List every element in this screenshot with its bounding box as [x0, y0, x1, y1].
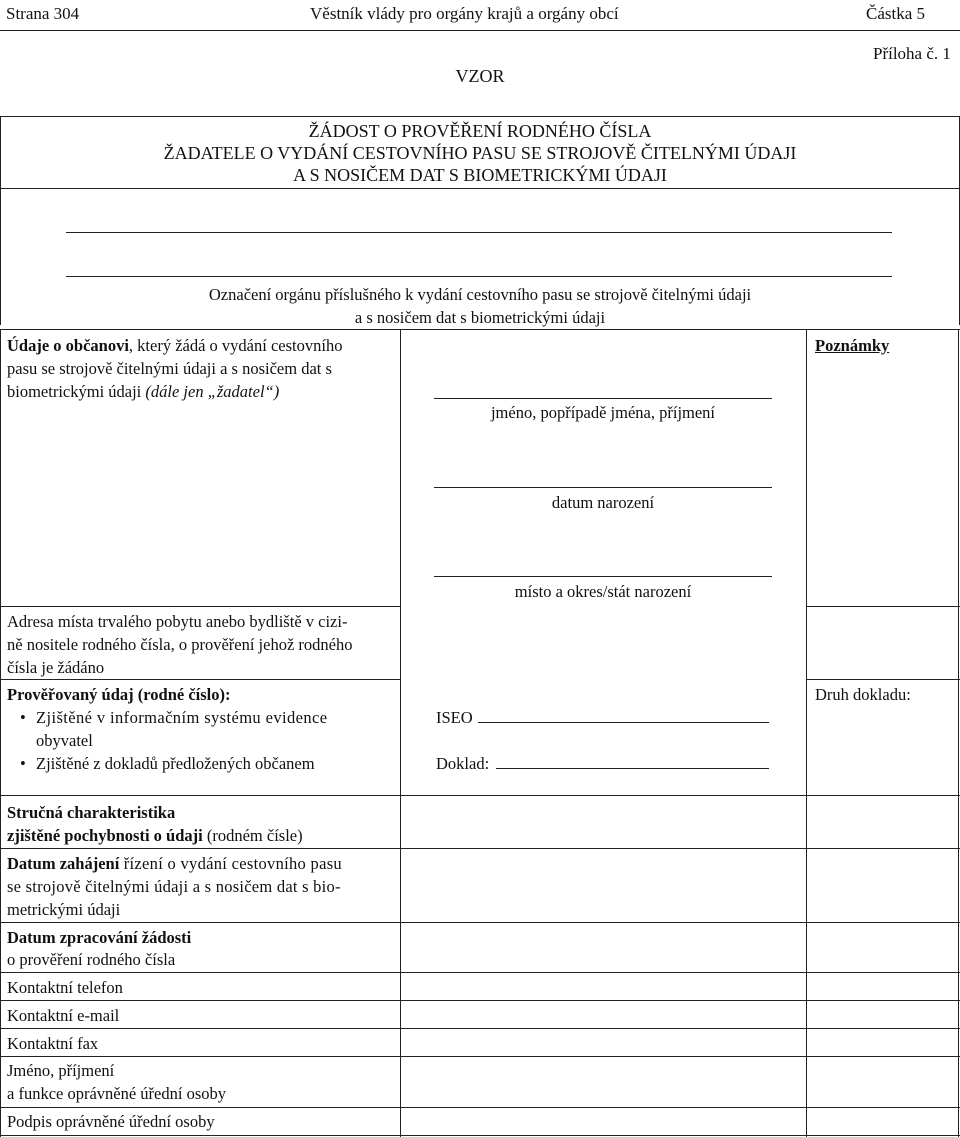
bullet-icon: •: [20, 708, 26, 727]
doklad-label: Doklad:: [436, 754, 490, 773]
part-number: Částka 5: [866, 4, 926, 23]
address-label-3: čísla je žádáno: [7, 658, 105, 677]
address-label-2: ně nositele rodného čísla, o prověření jehož rodného: [7, 635, 353, 654]
row-email: Kontaktní e-mail: [7, 1006, 120, 1025]
name-field[interactable]: [434, 398, 772, 399]
grid-line: [0, 1107, 960, 1108]
verified-option-docs: Zjištěné z dokladů předložených občanem: [36, 754, 315, 773]
doklad-field[interactable]: [496, 768, 769, 769]
row-start-date: Datum zahájení řízení o vydání cestovního pasu: [7, 854, 342, 873]
row-signature: Podpis oprávněné úřední osoby: [7, 1112, 215, 1131]
title-line-2: ŽADATELE O VYDÁNÍ CESTOVNÍHO PASU SE STROJOVĚ ČITELNÝMI ÚDAJI: [163, 143, 797, 163]
row-phone: Kontaktní telefon: [7, 978, 123, 997]
journal-title: Věstník vlády pro orgány krajů a orgány obcí: [310, 4, 619, 23]
grid-line: [0, 1056, 960, 1057]
grid-line: [0, 329, 960, 330]
applicant-label: Údaje o občanovi, který žádá o vydání cestovního: [7, 336, 343, 355]
authority-line-2[interactable]: [66, 276, 892, 277]
dob-field[interactable]: [434, 487, 772, 488]
row-official-name-2: a funkce oprávněné úřední osoby: [7, 1084, 227, 1103]
address-label-1: Adresa místa trvalého pobytu anebo bydliště v cizi-: [7, 612, 348, 631]
grid-line: [806, 679, 960, 680]
notes-label: Poznámky: [815, 336, 890, 355]
row-processing-date: Datum zpracování žádosti: [7, 928, 192, 947]
grid-line: [0, 848, 960, 849]
iseo-field[interactable]: [478, 722, 769, 723]
page-number: Strana 304: [6, 4, 80, 23]
grid-line: [0, 922, 960, 923]
row-doubt-title: Stručná charakteristika: [7, 803, 176, 822]
grid-line: [0, 972, 960, 973]
row-start-date-3: metrickými údaji: [7, 900, 121, 919]
name-caption: jméno, popřípadě jména, příjmení: [490, 403, 716, 422]
title-divider: [0, 188, 960, 189]
pob-field[interactable]: [434, 576, 772, 577]
dob-caption: datum narození: [551, 493, 655, 512]
grid-line: [0, 1135, 960, 1136]
authority-caption-2: a s nosičem dat s biometrickými údaji: [354, 308, 606, 327]
verified-option-iseo: Zjištěné v informačním systému evidence: [36, 708, 328, 727]
verified-title: Prověřovaný údaj (rodné číslo):: [7, 685, 231, 704]
pob-caption: místo a okres/stát narození: [514, 582, 692, 601]
bullet-icon: •: [20, 754, 26, 773]
doc-type-label: Druh dokladu:: [815, 685, 911, 704]
grid-line: [0, 1028, 960, 1029]
annex-label: Příloha č. 1: [873, 44, 951, 63]
grid-line: [0, 679, 400, 680]
title-line-1: ŽÁDOST O PROVĚŘENÍ RODNÉHO ČÍSLA: [308, 121, 652, 141]
grid-line: [806, 606, 960, 607]
verified-option-iseo-2: obyvatel: [36, 731, 93, 750]
grid-line: [0, 606, 400, 607]
authority-line-1[interactable]: [66, 232, 892, 233]
row-start-date-2: se strojově čitelnými údaji a s nosičem dat s bio-: [7, 877, 341, 896]
grid-line: [0, 1000, 960, 1001]
iseo-label: ISEO: [436, 708, 473, 727]
grid-line: [0, 329, 1, 1137]
applicant-label-2: pasu se strojově čitelnými údaji a s nosičem dat s: [7, 359, 332, 378]
row-doubt-detail: zjištěné pochybnosti o údaji (rodném čísle): [7, 826, 303, 845]
row-fax: Kontaktní fax: [7, 1034, 99, 1053]
row-official-name: Jméno, příjmení: [7, 1061, 115, 1080]
title-line-3: A S NOSIČEM DAT S BIOMETRICKÝMI ÚDAJI: [293, 165, 667, 185]
applicant-label-3: biometrickými údaji (dále jen „žadatel“): [7, 382, 280, 401]
authority-caption-1: Označení orgánu příslušného k vydání cestovního pasu se strojově čitelnými údaji: [208, 285, 752, 304]
grid-line: [0, 795, 960, 796]
grid-line: [806, 329, 807, 1137]
grid-line: [400, 329, 401, 1137]
header-rule: [0, 30, 960, 31]
grid-line: [958, 329, 959, 1137]
row-processing-date-2: o prověření rodného čísla: [7, 950, 176, 969]
vzor-label: VZOR: [455, 66, 505, 86]
